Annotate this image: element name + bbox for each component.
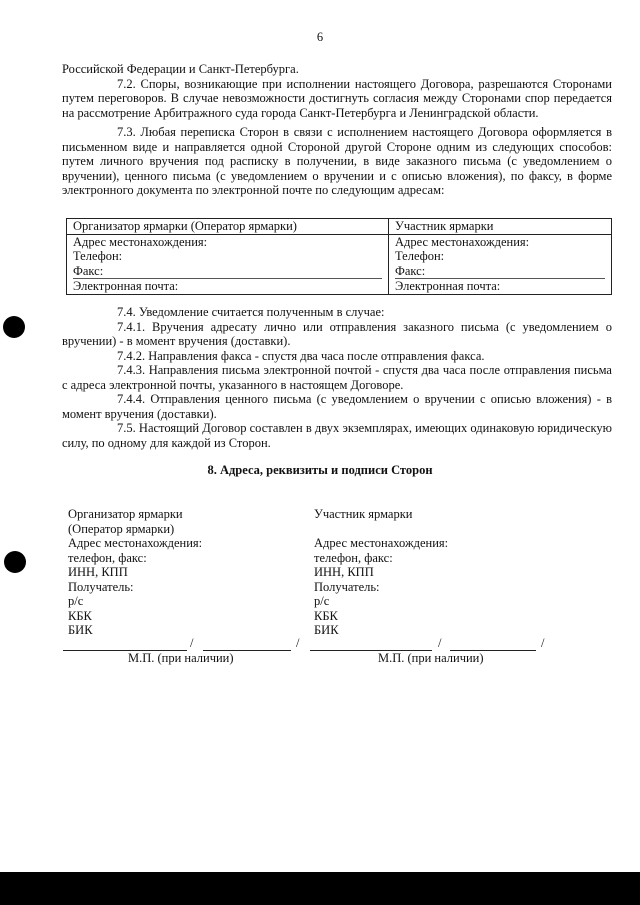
organizer-signature-line	[63, 638, 187, 651]
organizer-kbk: КБК	[68, 608, 92, 623]
organizer-title: Организатор ярмарки	[68, 507, 183, 521]
participant-inn-kpp: ИНН, КПП	[314, 565, 374, 579]
page-number: 6	[316, 30, 324, 44]
participant-subtitle	[314, 522, 448, 537]
participant-name-line	[450, 638, 536, 651]
address-table-body-row	[67, 234, 612, 294]
organizer-requisites	[68, 507, 202, 638]
paragraph-7-3: 7.3. Любая переписка Сторон в связи с исполнением настоящего Договора оформляется в письменном виде и направляется одной Стороной другой Стороне одним из следующих способов: путем личного вручения под расписку в получении, в виде заказного письма (с уведомлением о вручении), ценного письма (с уведомлением о вручении и с описью вложения), по факсу, в форме электронного документа по электронной почте по следующим адресам:	[62, 125, 612, 197]
text-block-top	[62, 62, 612, 198]
participant-title: Участник ярмарки	[314, 507, 413, 521]
participant-address: Адрес местонахождения:	[314, 536, 449, 550]
organizer-phone-label: Телефон:	[73, 249, 123, 263]
address-table	[66, 218, 612, 295]
organizer-bik: БИК	[68, 623, 93, 637]
text-block-bottom	[62, 305, 612, 450]
participant-stamp-label: М.П. (при наличии)	[378, 651, 484, 665]
paragraph-7-2: 7.2. Споры, возникающие при исполнении настоящего Договора, разрешаются Сторонами путем переговоров. В случае невозможности достигнуть согласия между Сторонами спор передается на рассмотрение Арбитражного суда города Санкт-Петербурга и Ленинградской области.	[62, 76, 612, 120]
participant-recipient: Получатель:	[314, 579, 380, 594]
organizer-signature-slash: /	[190, 636, 194, 650]
organizer-name-line	[203, 638, 291, 651]
organizer-address: Адрес местонахождения:	[68, 536, 203, 550]
participant-kbk: КБК	[314, 608, 338, 623]
punch-hole-mark	[3, 316, 25, 338]
participant-account: р/с	[314, 594, 330, 608]
punch-hole-mark	[4, 551, 26, 573]
participant-address-label: Адрес местонахождения:	[395, 234, 530, 249]
participant-email-label: Электронная почта:	[395, 279, 501, 293]
paragraph-7-4: 7.4. Уведомление считается полученным в случае:	[117, 305, 385, 319]
participant-name-slash: /	[541, 636, 545, 650]
organizer-fax-label: Факс:	[73, 264, 382, 280]
address-table-header-row	[67, 219, 612, 235]
paragraph-7-4-1: 7.4.1. Вручения адресату лично или отправления заказного письма (с уведомлением о вручении) - в момент вручения (доставки).	[62, 319, 612, 348]
participant-bik: БИК	[314, 623, 339, 637]
paragraph-7-5: 7.5. Настоящий Договор составлен в двух экземплярах, имеющих одинаковую юридическую силу, по одному для каждой из Сторон.	[62, 421, 612, 450]
organizer-header-cell: Организатор ярмарки (Оператор ярмарки)	[67, 219, 389, 235]
paragraph-continuation: Российской Федерации и Санкт-Петербурга.	[62, 62, 299, 76]
paragraph-7-4-2: 7.4.2. Направления факса - спустя два часа после отправления факса.	[117, 348, 485, 363]
organizer-phone-fax: телефон, факс:	[68, 550, 147, 565]
participant-fax-label: Факс:	[395, 264, 605, 280]
participant-phone-label: Телефон:	[395, 249, 445, 263]
participant-signature-slash: /	[438, 636, 442, 650]
organizer-account: р/с	[68, 594, 84, 608]
organizer-subtitle: (Оператор ярмарки)	[68, 521, 175, 536]
organizer-stamp-label: М.П. (при наличии)	[128, 651, 234, 665]
organizer-email-label: Электронная почта:	[73, 279, 179, 293]
organizer-name-slash: /	[296, 636, 300, 650]
participant-phone-fax: телефон, факс:	[314, 550, 393, 565]
paragraph-7-4-4: 7.4.4. Отправления ценного письма (с уведомлением о вручении с описью вложения) - в момент вручения (доставки).	[62, 392, 612, 421]
paragraph-7-4-3: 7.4.3. Направления письма электронной почтой - спустя два часа после отправления письма с адреса электронной почты, указанного в настоящем Договоре.	[62, 363, 612, 392]
organizer-inn-kpp: ИНН, КПП	[68, 565, 128, 579]
organizer-recipient: Получатель:	[68, 579, 134, 594]
participant-requisites	[314, 507, 448, 638]
participant-signature-line	[310, 638, 432, 651]
participant-header-cell: Участник ярмарки	[389, 219, 612, 235]
scan-bottom-band	[0, 872, 640, 905]
section-heading: 8. Адреса, реквизиты и подписи Сторон	[207, 463, 433, 477]
organizer-address-label: Адрес местонахождения:	[73, 234, 208, 249]
participant-contacts-cell	[389, 234, 612, 294]
organizer-contacts-cell	[67, 234, 389, 294]
